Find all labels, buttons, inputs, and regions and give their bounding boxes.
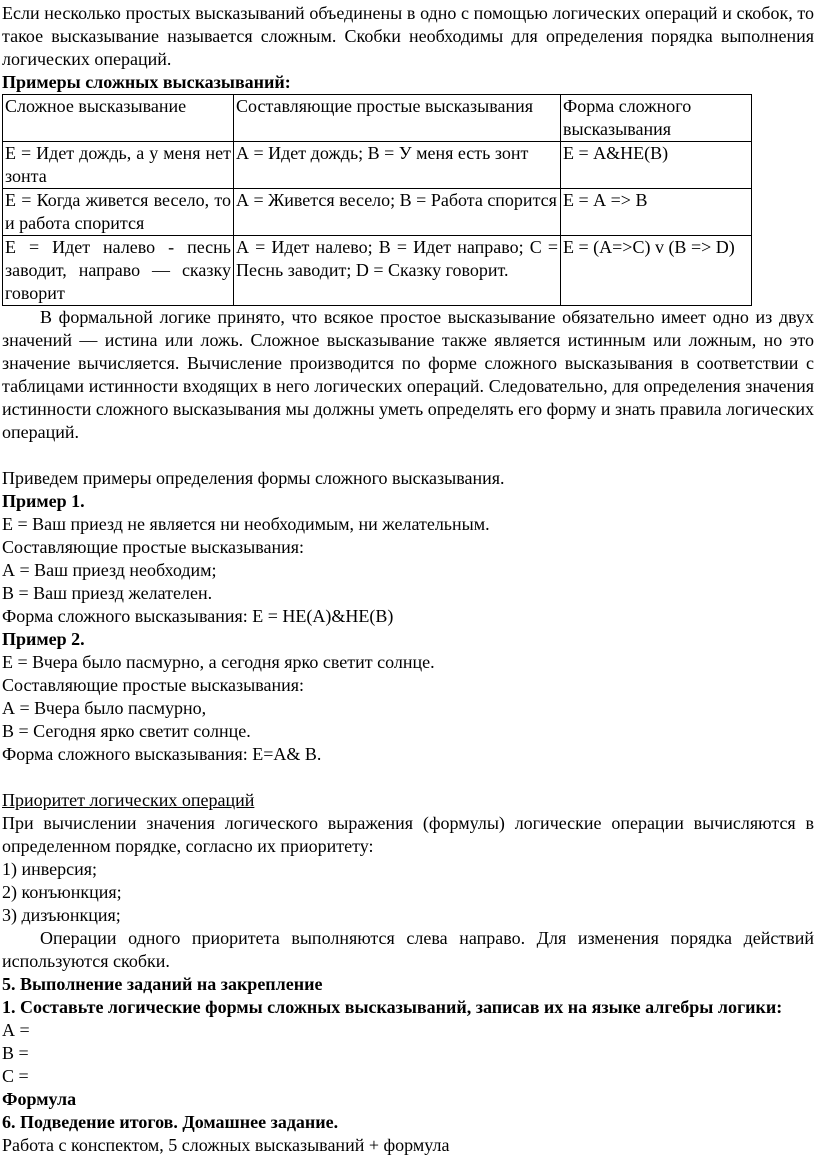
- table-cell: Е = А&НЕ(В): [561, 142, 752, 189]
- task1-text: 1. Составьте логические формы сложных высказываний, записав их на языке алгебры логики:: [2, 997, 783, 1017]
- example1-components-label: Составляющие простые высказывания:: [2, 537, 305, 557]
- example1-b: В = Ваш приезд желателен.: [2, 583, 213, 603]
- priority-text: При вычислении значения логического выражения (формулы) логические операции вычисляются в определенном порядке, согласно их приоритету:: [2, 813, 814, 856]
- example1-title: Пример 1.: [2, 491, 85, 511]
- table-cell: Е = А => В: [561, 189, 752, 236]
- priority-item: 3) дизъюнкция;: [2, 905, 121, 925]
- example2-form: Форма сложного высказывания: Е=А& В.: [2, 744, 322, 764]
- spacer: [2, 766, 814, 789]
- example2-b: В = Сегодня ярко светит солнце.: [2, 721, 251, 741]
- example1-a: А = Ваш приезд необходим;: [2, 560, 217, 580]
- table-cell: Е = Идет налево - песнь заводит, направо — сказку говорит: [3, 236, 234, 306]
- section5-heading: 5. Выполнение заданий на закрепление: [2, 974, 323, 994]
- blank-b: В =: [2, 1043, 29, 1063]
- table-cell: Е = Когда живется весело, то и работа спорится: [3, 189, 234, 236]
- table-header-cell: Форма сложного высказывания: [561, 95, 752, 142]
- homework-text: Работа с конспектом, 5 сложных высказываний + формула: [2, 1135, 450, 1155]
- priority-item: 1) инверсия;: [2, 859, 98, 879]
- table-row: [3, 142, 752, 189]
- examples-table: [2, 94, 752, 306]
- intro-paragraph: Если несколько простых высказываний объединены в одно с помощью логических операций и скобок, то такое высказывание называется сложным. Скобки необходимы для определения порядка выполнения логических операций.: [2, 3, 814, 69]
- table-header-row: [3, 95, 752, 142]
- spacer: [2, 444, 814, 467]
- table-cell: А = Идет дождь; В = У меня есть зонт: [234, 142, 561, 189]
- formula-label: Формула: [2, 1089, 77, 1109]
- example2-statement: Е = Вчера было пасмурно, а сегодня ярко светит солнце.: [2, 652, 435, 672]
- table-cell: Е = Идет дождь, а у меня нет зонта: [3, 142, 234, 189]
- example2-components-label: Составляющие простые высказывания:: [2, 675, 305, 695]
- priority-note: Операции одного приоритета выполняются слева направо. Для изменения порядка действий используются скобки.: [2, 928, 814, 971]
- example2-title: Пример 2.: [2, 629, 85, 649]
- example1-statement: Е = Ваш приезд не является ни необходимым, ни желательным.: [2, 514, 490, 534]
- blank-c: С =: [2, 1066, 29, 1086]
- table-row: [3, 189, 752, 236]
- table-header-cell: Сложное высказывание: [3, 95, 234, 142]
- example2-a: А = Вчера было пасмурно,: [2, 698, 207, 718]
- logic-paragraph: В формальной логике принято, что всякое простое высказывание обязательно имеет одно из двух значений — истина или ложь. Сложное высказывание также является истинным или ложным, но это значение вычисляется. Вычисление производится по форме сложного высказывания в соответствии с таблицами истинности входящих в него логических операций. Следовательно, для определения значения истинности сложного высказывания мы должны уметь определять его форму и знать правила логических операций.: [2, 307, 814, 442]
- examples-heading: Примеры сложных высказываний:: [2, 72, 291, 92]
- section6-heading: 6. Подведение итогов. Домашнее задание.: [2, 1112, 339, 1132]
- table-row: [3, 236, 752, 306]
- priority-item: 2) конъюнкция;: [2, 882, 122, 902]
- blank-a: А =: [2, 1020, 30, 1040]
- table-header-cell: Составляющие простые высказывания: [234, 95, 561, 142]
- examples-intro: Приведем примеры определения формы сложного высказывания.: [2, 468, 505, 488]
- example1-form: Форма сложного высказывания: Е = НЕ(А)&НЕ(В): [2, 606, 394, 626]
- table-cell: А = Живется весело; В = Работа спорится: [234, 189, 561, 236]
- table-cell: А = Идет налево; В = Идет направо; С = Песнь заводит; D = Сказку говорит.: [234, 236, 561, 306]
- priority-heading: Приоритет логических операций: [2, 790, 255, 810]
- table-cell: Е = (А=>С) v (В => D): [561, 236, 752, 306]
